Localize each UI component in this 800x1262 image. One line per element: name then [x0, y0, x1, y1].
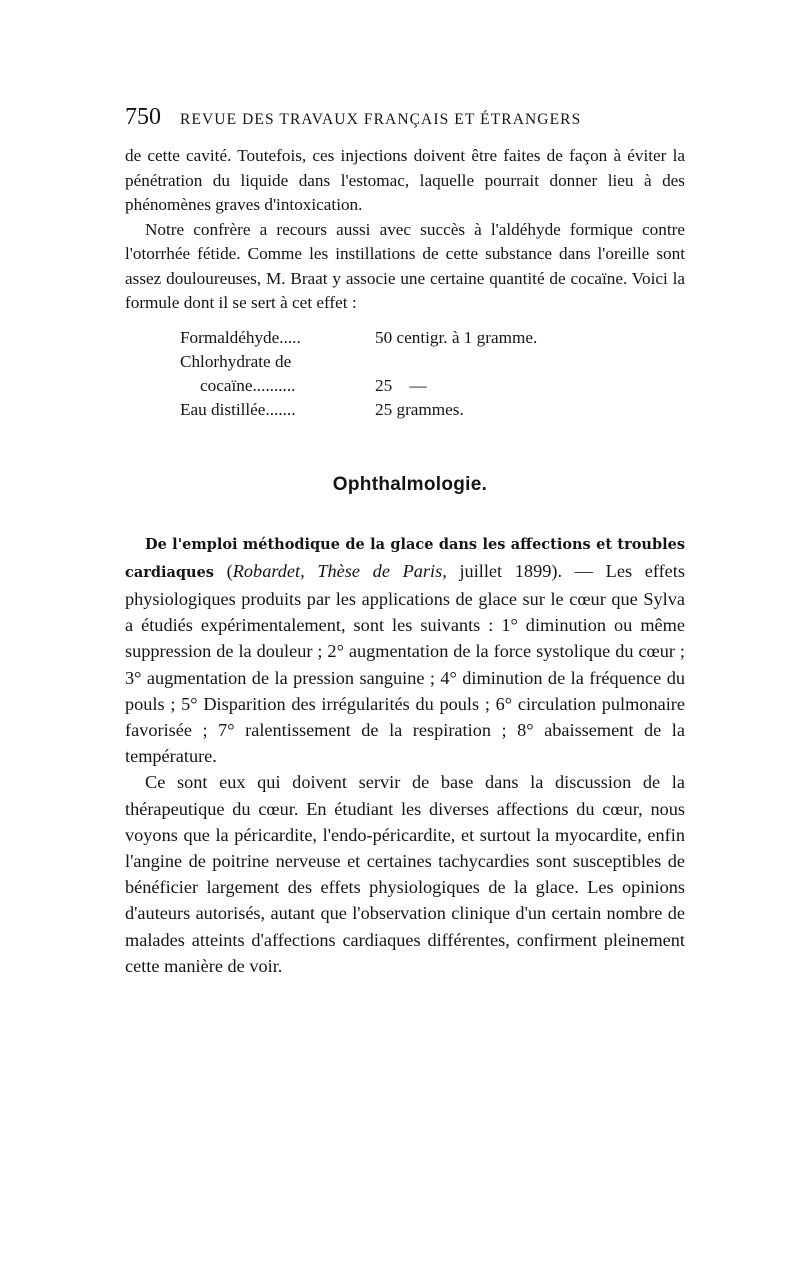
opening-paragraph-2: Notre confrère a recours aussi avec succès à l'aldéhyde formique contre l'otorrhée fétide. Comme les instillations de cette substance dans l'oreille sont assez douloureuses, M. Braat y associe une certaine quantité de cocaïne. Voici la formule dont il se sert à cet effet :	[125, 219, 685, 312]
page-number: 750	[125, 104, 161, 130]
citation-date: juillet 1899).	[446, 560, 563, 581]
opening-text	[125, 144, 685, 316]
formula-ingredient: Formaldéhyde.....	[180, 327, 301, 347]
citation-author: Robardet, Thèse de Paris,	[232, 560, 447, 581]
formula-ingredient: cocaïne..........	[200, 375, 296, 395]
formula-row	[180, 350, 685, 374]
running-head: REVUE DES TRAVAUX FRANÇAIS ET ÉTRANGERS	[180, 111, 582, 128]
article	[125, 530, 685, 979]
formula-quantity: 50 centigr. à 1 gramme.	[375, 327, 538, 347]
formula-ingredient: Eau distillée.......	[180, 399, 296, 419]
article-heading-paragraph	[125, 530, 685, 770]
formula-row	[180, 326, 685, 350]
formula	[180, 326, 685, 422]
section-title: Ophthalmologie.	[332, 473, 488, 495]
article-title: De l'emploi méthodique de la glace dans les affections et troubles cardiaques	[125, 535, 685, 581]
opening-paragraph-1: de cette cavité. Toutefois, ces injections doivent être faites de façon à éviter la pénétration du liquide dans l'estomac, laquelle pourrait donner lieu à des phénomènes graves d'intoxication.	[125, 146, 685, 214]
formula-quantity: 25 grammes.	[375, 399, 464, 419]
formula-row	[180, 398, 685, 422]
page-header	[125, 104, 685, 144]
book-page	[125, 104, 685, 979]
formula-quantity: 25 —	[375, 375, 427, 395]
citation-open: (	[213, 560, 233, 581]
article-paragraph-2: Ce sont eux qui doivent servir de base dans la discussion de la thérapeutique du cœur. En étudiant les diverses affections du cœur, nous voyons que la péricardite, l'endo-péricardite, et surtout la myocardite, enfin l'angine de poitrine nerveuse et certaines tachycardies sont susceptibles de bénéficier largement des effets physiologiques de la glace. Les opinions d'auteurs autorisés, autant que l'observation clinique d'un certain nombre de malades atteints d'affections cardiaques différentes, confirment pleinement cette manière de voir.	[125, 772, 685, 976]
formula-ingredient: Chlorhydrate de	[180, 351, 292, 371]
article-paragraph-1: — Les effets physiologiques produits par les applications de glace sur le cœur que Sylva a étudiés expérimentalement, sont les suivants : 1° diminution ou même suppression de la douleur ; 2° augmentation de la force systolique du cœur ; 3° augmentation de la pression sanguine ; 4° diminution de la fréquence du pouls ; 5° Disparition des irrégularités du pouls ; 6° circulation pulmonaire favorisée ; 7° ralentissement de la respiration ; 8° abaissement de la température.	[125, 560, 685, 767]
formula-row	[180, 374, 685, 398]
